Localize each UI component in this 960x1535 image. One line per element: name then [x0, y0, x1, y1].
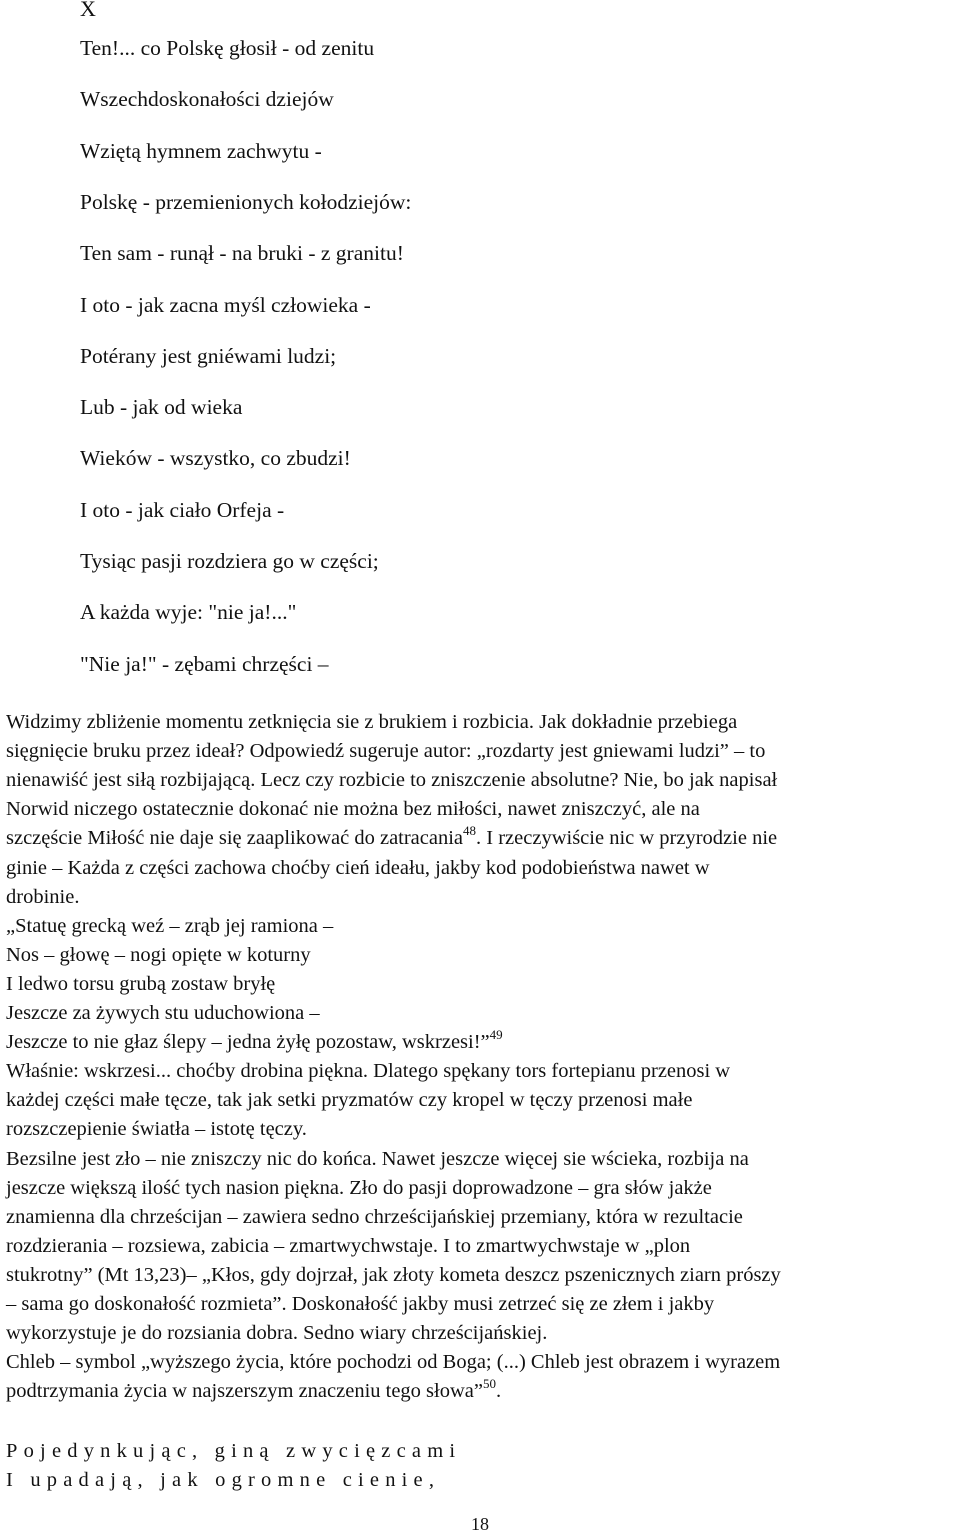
- text-line-content: Właśnie: wskrzesi... choćby drobina piękna. Dlatego spękany tors fortepianu przenosi w: [6, 1060, 731, 1083]
- text-line: [6, 883, 79, 912]
- footnote-marker: 50: [483, 1376, 496, 1392]
- poem-line: Polskę - przemienionych kołodziejów:: [80, 189, 412, 214]
- text-line-continuation: .: [496, 1380, 502, 1403]
- text-line: [6, 1377, 501, 1406]
- text-line-content: Widzimy zbliżenie momentu zetknięcia sie z brukiem i rozbicia. Jak dokładnie przebiega: [6, 711, 738, 733]
- text-line: [6, 766, 777, 795]
- text-line-content: rozdzierania – rozsiewa, zabicia – zmartwychwstaje. I to zmartwychwstaje w „plon: [6, 1234, 691, 1257]
- text-line-content: szczęście Miłość nie daje się zaaplikować do zatracania: [6, 827, 464, 850]
- text-line: [6, 1203, 743, 1232]
- text-line: [6, 941, 311, 970]
- text-line-content: sięgnięcie bruku przez ideał? Odpowiedź sugeruje autor: „rozdarty jest gniewami ludzi” – to: [6, 740, 766, 763]
- text-line: [6, 824, 777, 853]
- text-line-continuation: . I rzeczywiście nic w przyrodzie nie: [476, 827, 778, 850]
- text-line-content: I ledwo torsu grubą zostaw bryłę: [6, 972, 276, 995]
- text-line: [6, 1261, 781, 1290]
- text-line-content: każdej części małe tęcze, tak jak setki pryzmatów czy kropel w tęczy przenosi małe: [6, 1089, 693, 1112]
- text-line-content: nienawiść jest siłą rozbijającą. Lecz czy rozbicie to zniszczenie absolutne? Nie, bo jak napisał: [6, 769, 778, 792]
- page-number: 18: [471, 1514, 489, 1534]
- text-line: [6, 1348, 780, 1377]
- text-line-content: stukrotny” (Mt 13,23)– „Kłos, gdy dojrzał, jak złoty kometa deszcz pszenicznych ziarn prószy: [6, 1263, 781, 1286]
- text-line-content: znamienna dla chrześcijan – zawiera sedno chrześcijańskiej przemiany, która w rezultacie: [6, 1205, 743, 1228]
- footnote-marker: 49: [489, 1027, 503, 1043]
- text-line: [6, 1145, 749, 1174]
- text-line-content: – sama go doskonałość rozmieta”. Doskonałość jakby musi zetrzeć się ze złem i jakby: [6, 1293, 715, 1315]
- text-line-content: Norwid niczego ostatecznie dokonać nie można bez miłości, nawet zniszczyć, ale na: [6, 798, 700, 821]
- poem-line: A każda wyje: "nie ja!...": [80, 600, 297, 625]
- text-line: [6, 1174, 712, 1203]
- text-line: [6, 912, 333, 941]
- poem-line: Wieków - wszystko, co zbudzi!: [80, 446, 351, 471]
- text-line: [6, 1086, 692, 1115]
- section-number: X: [80, 0, 96, 21]
- footnote-marker: 48: [463, 823, 477, 839]
- poem-line: I oto - jak ciało Orfeja -: [80, 497, 285, 522]
- text-line-content: Jeszcze to nie głaz ślepy – jedna żyłę pozostaw, wskrzesi!”: [6, 1031, 490, 1054]
- text-line-content: podtrzymania życia w najszerszym znaczeniu tego słowa”: [6, 1380, 483, 1403]
- text-line-content: wykorzystuje je do rozsiania dobra. Sedno wiary chrześcijańskiej.: [6, 1322, 548, 1345]
- poem-line: I oto - jak zacna myśl człowieka -: [80, 292, 371, 317]
- text-line-content: ginie – Każda z części zachowa choćby cień ideału, jakby kod podobieństwa nawet w: [6, 856, 710, 879]
- text-line: [6, 795, 700, 824]
- text-line: [6, 999, 320, 1028]
- poem-line: Tysiąc pasji rozdziera go w części;: [80, 549, 379, 573]
- text-line-content: „Statuę grecką weź – zrąb jej ramiona –: [6, 914, 334, 937]
- text-line-content: Bezsilne jest zło – nie zniszczy nic do końca. Nawet jeszcze więcej sie wścieka, rozbija na: [6, 1147, 749, 1170]
- text-line: [6, 1115, 307, 1144]
- spaced-quote-line: Pojedynkując, giną zwycięzcami: [6, 1440, 462, 1462]
- poem-line: Wziętą hymnem zachwytu -: [80, 138, 322, 163]
- text-line: [6, 737, 765, 766]
- text-line: [6, 1057, 730, 1086]
- text-line-content: Jeszcze za żywych stu uduchowiona –: [6, 1002, 320, 1024]
- poem-line: Potérany jest gniéwami ludzi;: [80, 343, 337, 368]
- spaced-quote-line: I upadają, jak ogromne cienie,: [6, 1469, 441, 1491]
- text-line: [6, 1290, 714, 1319]
- text-line: [6, 1319, 547, 1348]
- text-line: [6, 970, 275, 999]
- text-line-content: drobinie.: [6, 885, 80, 908]
- text-line: [6, 708, 737, 737]
- text-line-content: Nos – głowę – nogi opięte w koturny: [6, 943, 311, 966]
- poem-line: Ten sam - runął - na bruki - z granitu!: [80, 241, 404, 266]
- text-line: [6, 1232, 690, 1261]
- poem-line: Ten!... co Polskę głosił - od zenitu: [80, 36, 375, 60]
- text-line-content: Chleb – symbol „wyższego życia, które pochodzi od Boga; (...) Chleb jest obrazem i wyrazem: [6, 1351, 781, 1374]
- poem-line: Wszechdoskonałości dziejów: [80, 87, 334, 112]
- poem-line: Lub - jak od wieka: [80, 395, 243, 420]
- text-line: [6, 1028, 503, 1057]
- text-line: [6, 854, 710, 883]
- text-line-content: rozszczepienie światła – istotę tęczy.: [6, 1118, 307, 1141]
- poem-line: "Nie ja!" - zębami chrzęści –: [80, 651, 329, 676]
- text-line-content: jeszcze większą ilość tych nasion piękna. Zło do pasji doprowadzone – gra słów jakże: [6, 1176, 712, 1199]
